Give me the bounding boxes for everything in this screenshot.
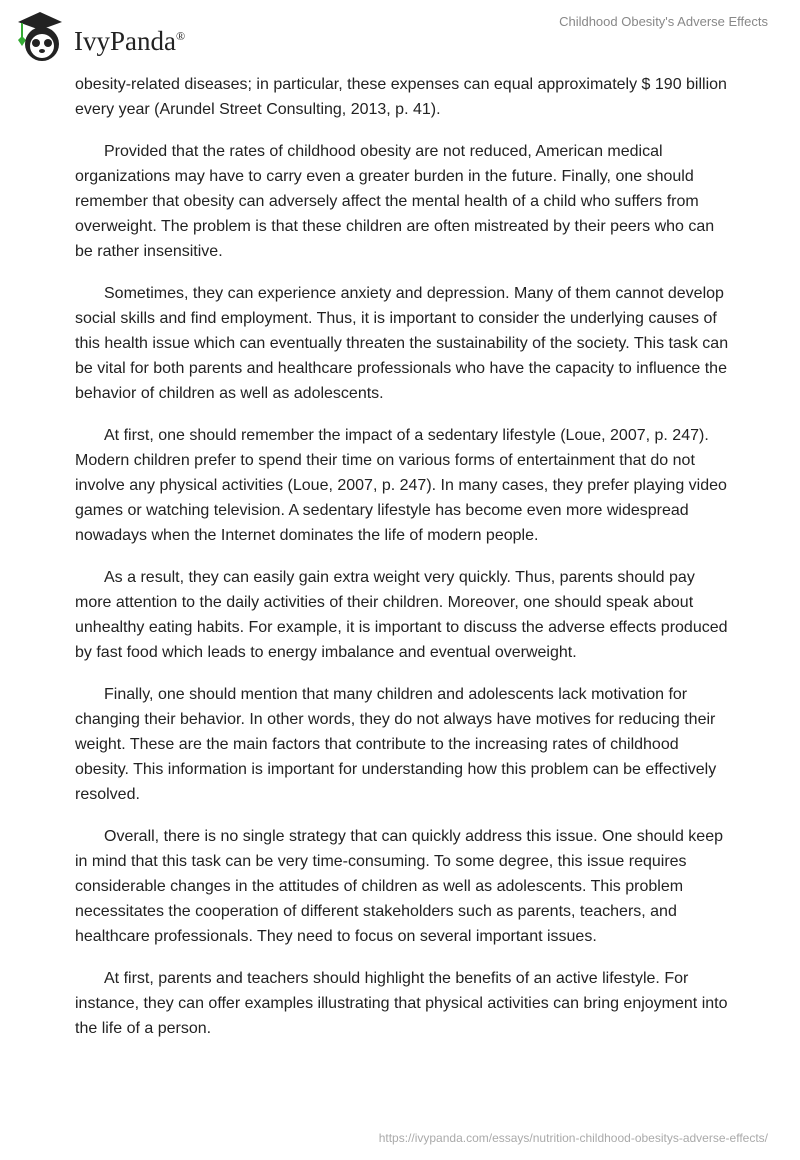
paragraph: obesity-related diseases; in particular, these expenses can equal approximately $ 190 billion every year (Arundel Street Consulting, 2013, p. 41). xyxy=(75,76,727,118)
paragraph: Overall, there is no single strategy that can quickly address this issue. One should keep in mind that this task can be very time-consuming. To some degree, this issue requires considerable changes in the attitudes of children as well as adolescents. This problem necessitates the cooperation of different stakeholders such as parents, teachers, and healthcare professionals. They need to focus on several important issues. xyxy=(75,828,723,945)
paragraph: At first, one should remember the impact of a sedentary lifestyle (Loue, 2007, p. 247). Modern children prefer to spend their time on various forms of entertainment that do not involve any physical activities (Loue, 2007, p. 247). In many cases, they prefer playing video games or watching television. A sedentary lifestyle has become even more widespread nowadays when the Internet dominates the life of modern people. xyxy=(75,427,727,544)
paragraph: As a result, they can easily gain extra weight very quickly. Thus, parents should pay more attention to the daily activities of their children. Moreover, one should speak about unhealthy eating habits. For example, it is important to discuss the adverse effects produced by fast food which leads to energy imbalance and eventual overweight. xyxy=(75,569,728,661)
document-title: Childhood Obesity's Adverse Effects xyxy=(559,14,768,29)
essay-body xyxy=(75,72,729,1058)
paragraph: Sometimes, they can experience anxiety and depression. Many of them cannot develop social skills and find employment. Thus, it is important to consider the underlying causes of this health issue which can eventually threaten the sustainability of the society. This task can be vital for both parents and healthcare professionals who have the capacity to influence the behavior of children as well as adolescents. xyxy=(75,285,729,402)
source-url-link[interactable]: https://ivypanda.com/essays/nutrition-childhood-obesitys-adverse-effects/ xyxy=(378,1131,768,1145)
paragraph: Finally, one should mention that many children and adolescents lack motivation for changing their behavior. In other words, they do not always have motives for reducing their weight. These are the main factors that contribute to the increasing rates of childhood obesity. This information is important for understanding how this problem can be effectively resolved. xyxy=(75,686,717,803)
logo-text: IvyPanda xyxy=(74,25,176,56)
paragraph: At first, parents and teachers should highlight the benefits of an active lifestyle. For instance, they can offer examples illustrating that physical activities can bring enjoyment into the life of a person. xyxy=(75,970,728,1037)
ivypanda-logo[interactable] xyxy=(12,8,185,64)
paragraph: Provided that the rates of childhood obesity are not reduced, American medical organizations may have to carry even a greater burden in the future. Finally, one should remember that obesity can adversely affect the mental health of a child who suffers from overweight. The problem is that these children are often mistreated by their peers who can be rather insensitive. xyxy=(75,143,715,260)
registered-mark: ® xyxy=(175,28,186,43)
panda-graduate-icon xyxy=(12,8,68,64)
